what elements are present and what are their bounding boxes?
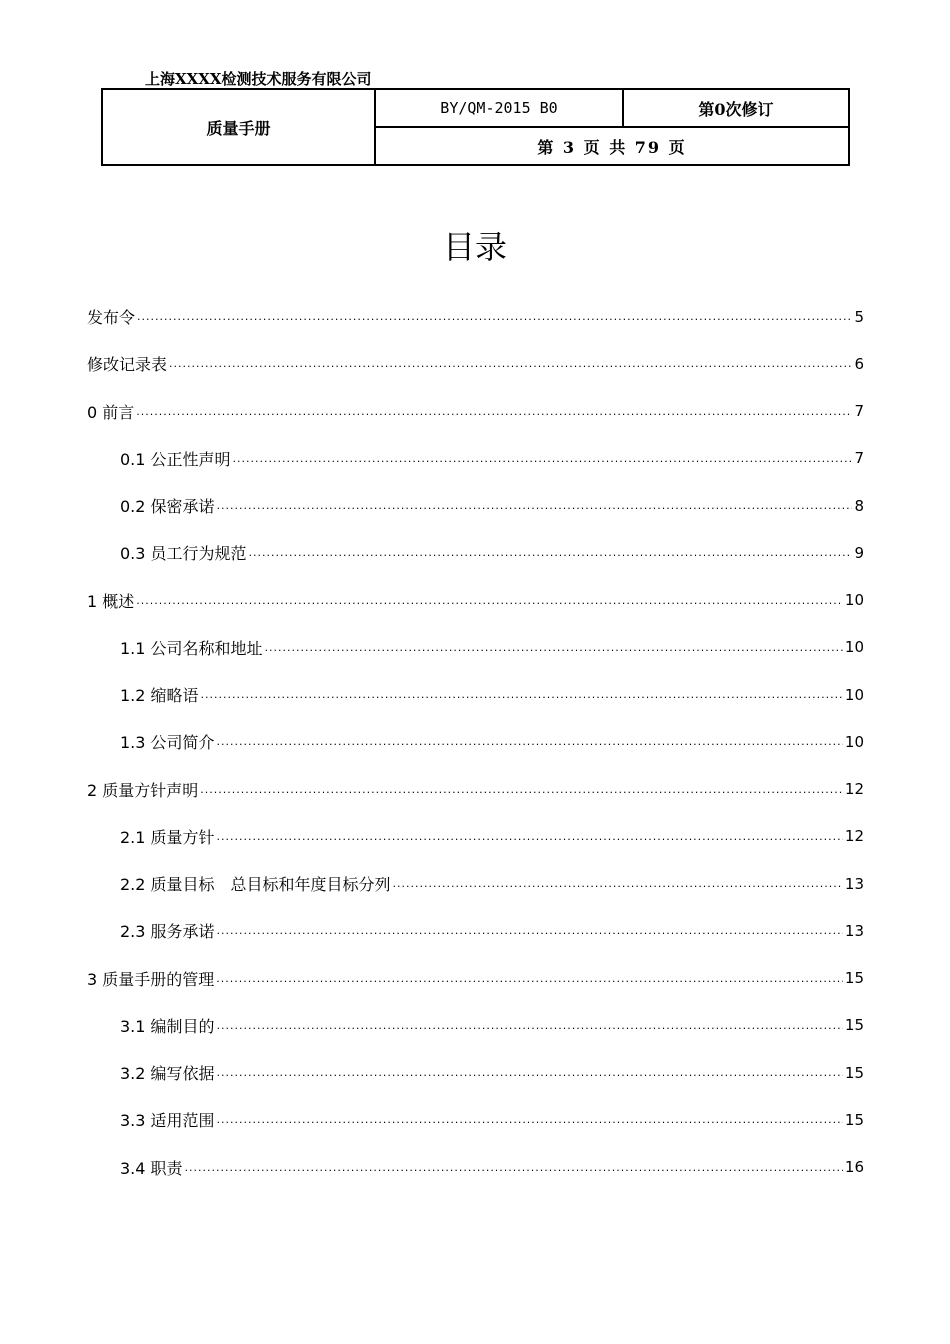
toc-leader-dots <box>200 783 843 796</box>
toc-entry[interactable] <box>87 1002 864 1049</box>
toc-entry-label: 1.3 公司简介 <box>120 733 215 753</box>
toc-leader-dots <box>216 972 843 985</box>
toc-leader-dots <box>217 735 843 748</box>
table-of-contents <box>87 293 864 1191</box>
toc-entry[interactable] <box>87 340 864 387</box>
toc-entry-label: 2.3 服务承诺 <box>120 922 215 942</box>
revision-label: 第0次修订 <box>623 89 849 127</box>
toc-entry-label: 0.1 公正性声明 <box>120 449 231 469</box>
toc-leader-dots <box>137 310 852 323</box>
toc-entry-label: 1.1 公司名称和地址 <box>120 638 263 658</box>
toc-leader-dots <box>217 924 843 937</box>
toc-entry[interactable] <box>87 955 864 1002</box>
toc-leader-dots <box>201 688 843 701</box>
toc-entry-label: 2.2 质量目标 总目标和年度目标分列 <box>120 875 391 895</box>
toc-leader-dots <box>265 641 843 654</box>
toc-entry[interactable] <box>87 1049 864 1096</box>
toc-entry-page: 15 <box>844 969 864 988</box>
toc-entry-page: 15 <box>844 1016 864 1035</box>
manual-title: 质量手册 <box>102 89 375 165</box>
toc-entry[interactable] <box>87 860 864 907</box>
toc-leader-dots <box>233 452 853 465</box>
toc-entry-label: 0 前言 <box>87 402 135 422</box>
toc-entry-page: 9 <box>854 543 864 562</box>
toc-entry-page: 10 <box>844 732 864 751</box>
toc-entry-page: 8 <box>854 496 864 515</box>
toc-entry-label: 0.3 员工行为规范 <box>120 544 247 564</box>
toc-leader-dots <box>217 1066 843 1079</box>
toc-entry-page: 7 <box>854 449 864 468</box>
toc-leader-dots <box>217 830 843 843</box>
document-code: BY/QM-2015 B0 <box>375 89 623 127</box>
toc-leader-dots <box>169 357 852 370</box>
toc-entry-label: 3.3 适用范围 <box>120 1111 215 1131</box>
toc-entry-label: 修改记录表 <box>87 355 168 375</box>
toc-entry-page: 10 <box>844 685 864 704</box>
toc-entry-label: 0.2 保密承诺 <box>120 497 215 517</box>
toc-leader-dots <box>217 1019 843 1032</box>
toc-entry-label: 2.1 质量方针 <box>120 827 215 847</box>
toc-entry-page: 16 <box>844 1158 864 1177</box>
toc-entry[interactable] <box>87 1096 864 1143</box>
toc-leader-dots <box>217 1113 843 1126</box>
toc-entry-page: 7 <box>854 402 864 421</box>
toc-entry-label: 发布令 <box>87 308 136 328</box>
toc-leader-dots <box>393 877 843 890</box>
toc-entry-page: 15 <box>844 1110 864 1129</box>
toc-entry-page: 10 <box>844 591 864 610</box>
toc-leader-dots <box>136 405 852 418</box>
toc-entry-label: 3 质量手册的管理 <box>87 969 215 989</box>
toc-entry-page: 6 <box>854 354 864 373</box>
toc-entry-label: 1 概述 <box>87 591 135 611</box>
toc-entry[interactable] <box>87 813 864 860</box>
toc-entry-page: 12 <box>844 780 864 799</box>
toc-leader-dots <box>217 499 853 512</box>
toc-entry[interactable] <box>87 435 864 482</box>
toc-entry-label: 3.1 编制目的 <box>120 1016 215 1036</box>
toc-entry[interactable] <box>87 482 864 529</box>
toc-entry-label: 3.4 职责 <box>120 1158 183 1178</box>
toc-entry-page: 15 <box>844 1063 864 1082</box>
toc-entry-label: 1.2 缩略语 <box>120 686 199 706</box>
toc-entry[interactable] <box>87 388 864 435</box>
toc-entry-page: 12 <box>844 827 864 846</box>
document-header-table <box>101 88 850 166</box>
toc-entry[interactable] <box>87 907 864 954</box>
toc-entry-page: 10 <box>844 638 864 657</box>
toc-entry-page: 5 <box>854 307 864 326</box>
toc-entry[interactable] <box>87 766 864 813</box>
toc-entry[interactable] <box>87 529 864 576</box>
toc-entry[interactable] <box>87 624 864 671</box>
toc-entry-label: 3.2 编写依据 <box>120 1064 215 1084</box>
toc-leader-dots <box>249 546 853 559</box>
company-name: 上海XXXX检测技术服务有限公司 <box>145 70 372 88</box>
toc-entry-label: 2 质量方针声明 <box>87 780 199 800</box>
page-count: 第 3 页 共 79 页 <box>375 127 849 165</box>
toc-entry[interactable] <box>87 1144 864 1191</box>
toc-entry[interactable] <box>87 718 864 765</box>
toc-leader-dots <box>185 1161 843 1174</box>
toc-entry[interactable] <box>87 671 864 718</box>
toc-entry-page: 13 <box>844 874 864 893</box>
toc-title: 目录 <box>442 228 507 266</box>
toc-entry[interactable] <box>87 577 864 624</box>
toc-entry-page: 13 <box>844 921 864 940</box>
toc-leader-dots <box>136 594 843 607</box>
toc-entry[interactable] <box>87 293 864 340</box>
